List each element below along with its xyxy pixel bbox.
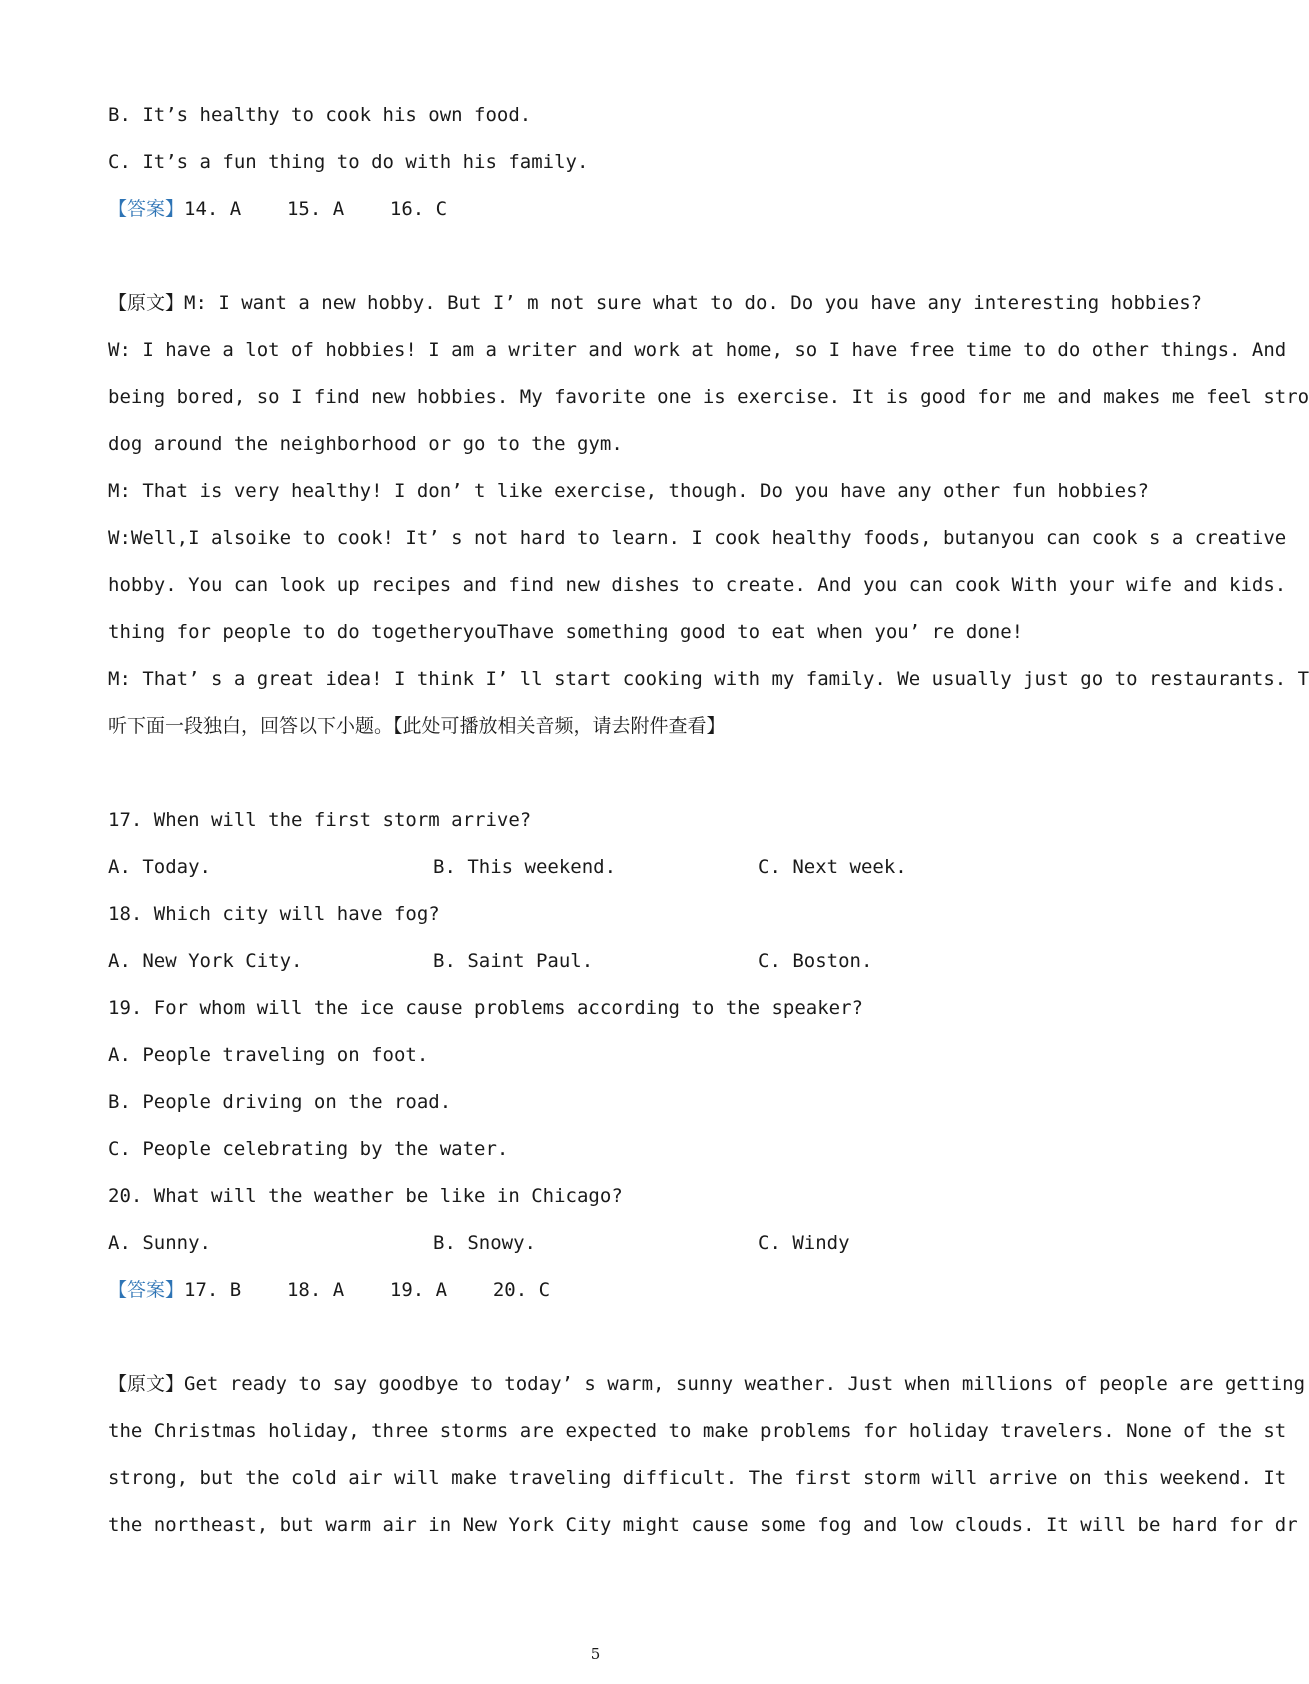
transcript-2-line-1 bbox=[108, 1372, 1305, 1396]
transcript-2-line-3: strong, but the cold air will make traveling difficult. The first storm will arrive on this weekend. It bbox=[108, 1467, 1287, 1489]
question-19-stem: 19. For whom will the ice cause problems according to the speaker? bbox=[108, 997, 863, 1019]
question-20-option-a: A. Sunny. bbox=[108, 1232, 211, 1254]
transcript-1-line-1 bbox=[108, 291, 1202, 315]
transcript-1-line-8: thing for people to do togetheryouThave something good to eat when you’ re done! bbox=[108, 621, 1024, 643]
question-17-option-a: A. Today. bbox=[108, 856, 211, 878]
answer-label: 【答案】 bbox=[108, 198, 185, 220]
transcript-2-line-2: the Christmas holiday, three storms are expected to make problems for holiday travelers. None of the st bbox=[108, 1420, 1287, 1442]
question-18-option-a: A. New York City. bbox=[108, 950, 303, 972]
question-18-option-b: B. Saint Paul. bbox=[433, 950, 594, 972]
q16-option-c: C. It’s a fun thing to do with his family. bbox=[108, 151, 589, 173]
transcript-2-line-4: the northeast, but warm air in New York City might cause some fog and low clouds. It will be hard for dr bbox=[108, 1514, 1298, 1536]
transcript-1-line-2: W: I have a lot of hobbies! I am a writer and work at home, so I have free time to do other things. And bbox=[108, 339, 1287, 361]
page-number: 5 bbox=[590, 1645, 601, 1663]
question-17-option-b: B. This weekend. bbox=[433, 856, 617, 878]
transcript-1-line-7: hobby. You can look up recipes and find new dishes to create. And you can cook With your wife and kids. bbox=[108, 574, 1287, 596]
question-20-option-c: C. Windy bbox=[758, 1232, 850, 1254]
question-19-option-a: A. People traveling on foot. bbox=[108, 1044, 429, 1066]
question-20-stem: 20. What will the weather be like in Chicago? bbox=[108, 1185, 623, 1207]
transcript-1-line-3: being bored, so I find new hobbies. My favorite one is exercise. It is good for me and makes me feel stro bbox=[108, 386, 1309, 408]
transcript-1-line-9: M: That’ s a great idea! I think I’ ll start cooking with my family. We usually just go to restaurants. T bbox=[108, 668, 1309, 690]
question-18-option-c: C. Boston. bbox=[758, 950, 873, 972]
question-17-stem: 17. When will the first storm arrive? bbox=[108, 809, 532, 831]
question-17-option-c: C. Next week. bbox=[758, 856, 907, 878]
listening-instruction: 听下面一段独白，回答以下小题。【此处可播放相关音频，请去附件查看】 bbox=[108, 715, 726, 737]
transcript-1-line-6: W:Well,I alsoike to cook! It’ s not hard to learn. I cook healthy foods, butanyou can cook s a creative bbox=[108, 527, 1287, 549]
question-20-option-b: B. Snowy. bbox=[433, 1232, 536, 1254]
answer-line-1 bbox=[108, 197, 447, 221]
q16-option-b: B. It’s healthy to cook his own food. bbox=[108, 104, 532, 126]
transcript-label: 【原文】 bbox=[108, 292, 185, 314]
transcript-1-line-4: dog around the neighborhood or go to the gym. bbox=[108, 433, 623, 455]
transcript-1-line-5: M: That is very healthy! I don’ t like exercise, though. Do you have any other fun hobbies? bbox=[108, 480, 1149, 502]
answer-label: 【答案】 bbox=[108, 1279, 185, 1301]
answer-line-2 bbox=[108, 1278, 550, 1302]
question-19-option-b: B. People driving on the road. bbox=[108, 1091, 452, 1113]
transcript-text: M: I want a new hobby. But I’ m not sure what to do. Do you have any interesting hobbies? bbox=[184, 292, 1203, 314]
transcript-text: Get ready to say goodbye to today’ s warm, sunny weather. Just when millions of people are getting bbox=[184, 1373, 1306, 1395]
answer-text: 17. B 18. A 19. A 20. C bbox=[184, 1279, 551, 1301]
question-19-option-c: C. People celebrating by the water. bbox=[108, 1138, 509, 1160]
question-18-stem: 18. Which city will have fog? bbox=[108, 903, 440, 925]
answer-text: 14. A 15. A 16. C bbox=[184, 198, 448, 220]
transcript-label: 【原文】 bbox=[108, 1373, 185, 1395]
